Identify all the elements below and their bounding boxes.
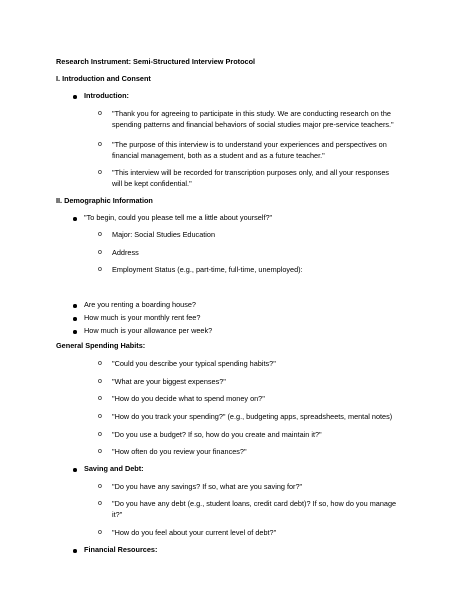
intro-item-2-line-2: financial management, both as a student and as a future teacher."	[112, 151, 325, 160]
sub-bullet-icon: o	[98, 141, 102, 148]
demographic-prompt: "To begin, could you please tell me a little about yourself?"	[84, 213, 273, 222]
sub-bullet-icon: o	[98, 395, 102, 402]
saving-item-2-line-2: it?"	[112, 510, 123, 519]
spending-item-1: "Could you describe your typical spending habits?"	[112, 359, 276, 368]
intro-item-1-line-1: "Thank you for agreeing to participate in this study. We are conducting research on the	[112, 109, 391, 118]
question-rent-fee: How much is your monthly rent fee?	[84, 313, 201, 322]
document-title: Research Instrument: Semi-Structured Interview Protocol	[56, 57, 256, 66]
bullet-icon	[73, 304, 77, 308]
bullet-icon	[73, 217, 77, 221]
financial-resources-label: Financial Resources:	[84, 545, 158, 554]
intro-item-3-line-1: "This interview will be recorded for transcription purposes only, and all your responses	[112, 168, 390, 177]
saving-debt-label: Saving and Debt:	[84, 464, 144, 473]
sub-bullet-icon: o	[98, 360, 102, 367]
spending-item-3: "How do you decide what to spend money on?"	[112, 394, 265, 403]
detail-employment: Employment Status (e.g., part-time, full-time, unemployed):	[112, 265, 303, 274]
section-heading-demographic: II. Demographic Information	[56, 196, 153, 205]
introduction-label: Introduction:	[84, 91, 129, 100]
sub-bullet-icon: o	[98, 413, 102, 420]
sub-bullet-icon: o	[98, 378, 102, 385]
sub-bullet-icon: o	[98, 231, 102, 238]
spending-item-2: "What are your biggest expenses?"	[112, 377, 226, 386]
detail-address: Address	[112, 248, 139, 257]
bullet-icon	[73, 95, 77, 99]
sub-bullet-icon: o	[98, 249, 102, 256]
section-heading-introduction: I. Introduction and Consent	[56, 74, 151, 83]
bullet-icon	[73, 549, 77, 553]
sub-bullet-icon: o	[98, 529, 102, 536]
intro-item-2-line-1: "The purpose of this interview is to understand your experiences and perspectives on	[112, 140, 387, 149]
sub-bullet-icon: o	[98, 169, 102, 176]
spending-item-4: "How do you track your spending?" (e.g., budgeting apps, spreadsheets, mental notes)	[112, 412, 393, 421]
sub-bullet-icon: o	[98, 110, 102, 117]
bullet-icon	[73, 330, 77, 334]
bullet-icon	[73, 317, 77, 321]
saving-item-1: "Do you have any savings? If so, what are you saving for?"	[112, 482, 303, 491]
bullet-icon	[73, 468, 77, 472]
spending-item-6: "How often do you review your finances?"	[112, 447, 247, 456]
sub-bullet-icon: o	[98, 266, 102, 273]
question-boarding-house: Are you renting a boarding house?	[84, 300, 196, 309]
spending-item-5: "Do you use a budget? If so, how do you create and maintain it?"	[112, 430, 322, 439]
sub-bullet-icon: o	[98, 448, 102, 455]
sub-bullet-icon: o	[98, 500, 102, 507]
saving-item-3: "How do you feel about your current level of debt?"	[112, 528, 277, 537]
question-allowance: How much is your allowance per week?	[84, 326, 213, 335]
sub-bullet-icon: o	[98, 483, 102, 490]
saving-item-2-line-1: "Do you have any debt (e.g., student loans, credit card debt)? If so, how do you manage	[112, 499, 397, 508]
intro-item-3-line-2: will be kept confidential."	[112, 179, 192, 188]
sub-bullet-icon: o	[98, 431, 102, 438]
intro-item-1-line-2: spending patterns and financial behaviors of social studies major pre-service teachers."	[112, 120, 394, 129]
section-heading-spending: General Spending Habits:	[56, 341, 146, 350]
detail-major: Major: Social Studies Education	[112, 230, 216, 239]
